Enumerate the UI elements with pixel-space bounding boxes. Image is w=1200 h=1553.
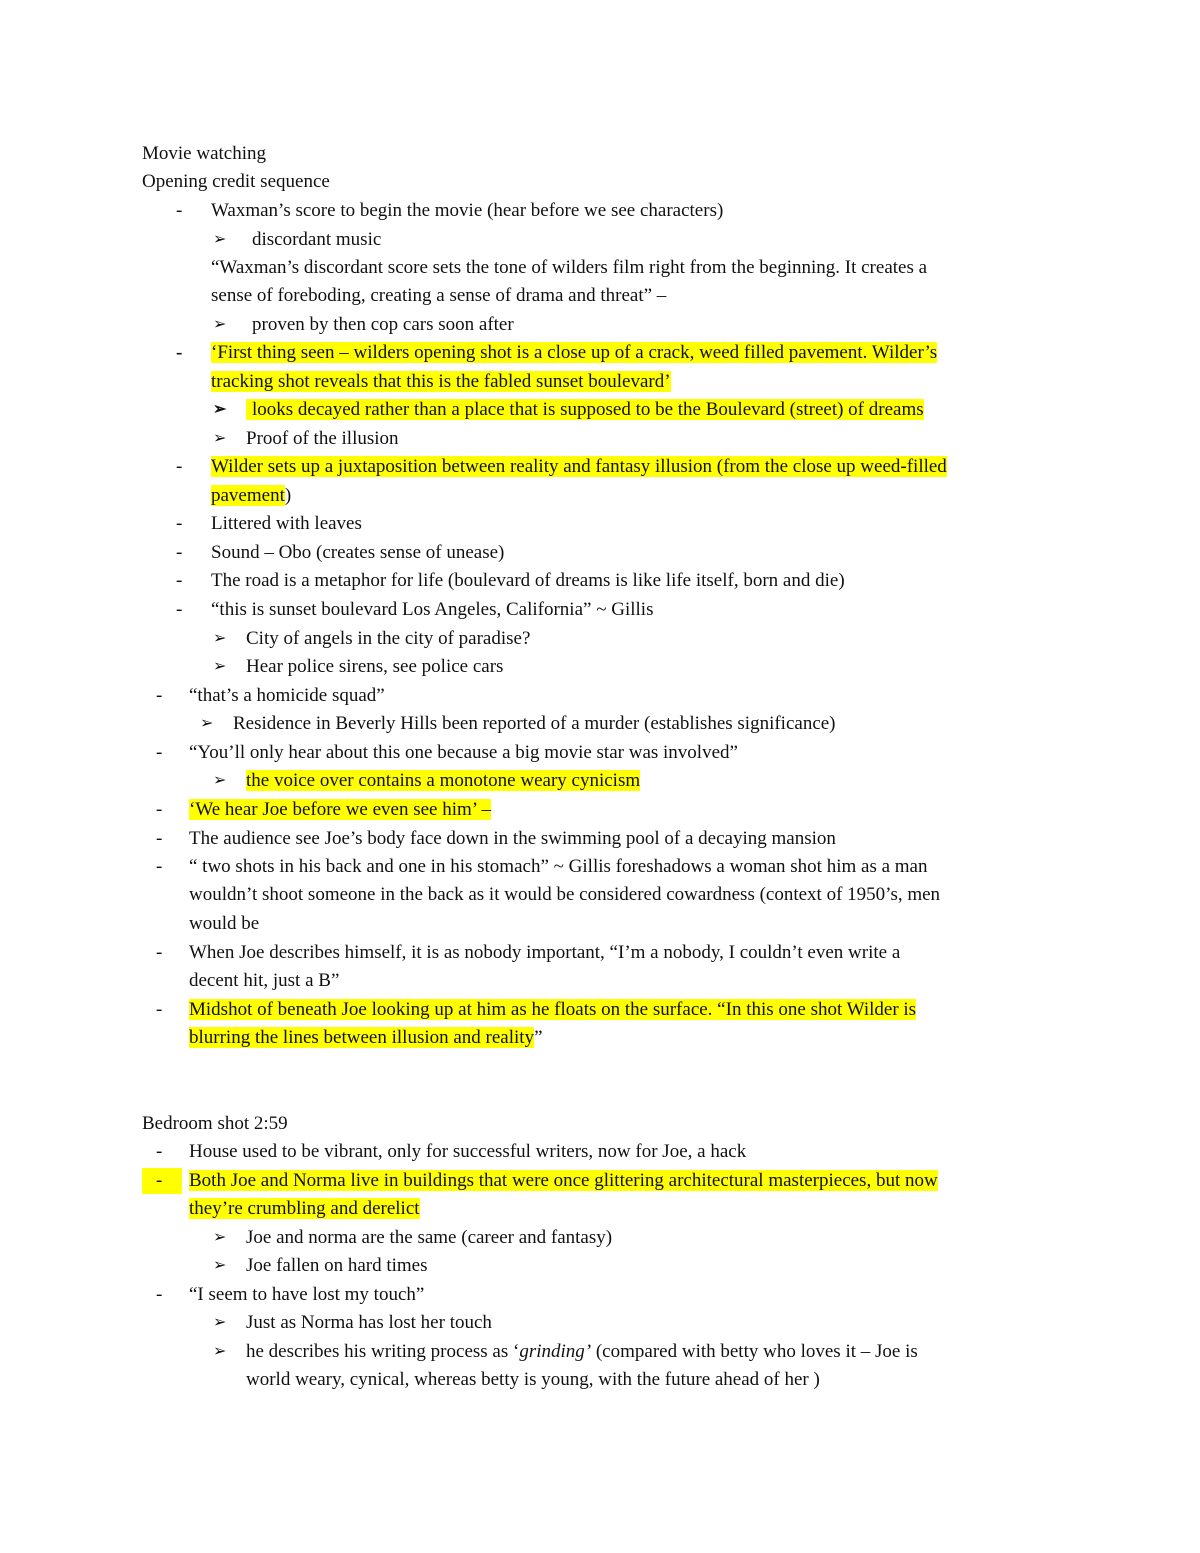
highlighted-text: ‘First thing seen – wilders opening shot is a close up of a crack, weed filled pavement. Wilder’s xyxy=(211,342,938,363)
bullet-dash: - xyxy=(156,942,163,963)
highlighted-text: tracking shot reveals that this is the fabled sunset boulevard’ xyxy=(211,371,671,392)
arrow-bullet-icon: ➢ xyxy=(213,1314,227,1331)
list-item: “I seem to have lost my touch” xyxy=(189,1284,425,1305)
list-subitem: Joe and norma are the same (career and fantasy) xyxy=(246,1227,613,1248)
bullet-dash: - xyxy=(156,1284,163,1305)
list-subitem-highlighted xyxy=(246,397,924,423)
arrow-bullet-icon: ➢ xyxy=(213,430,227,447)
text-tail: ) xyxy=(284,485,292,506)
highlighted-text: Wilder sets up a juxtaposition between reality and fantasy illusion (from the close up weed-filled xyxy=(211,456,947,477)
bullet-dash: - xyxy=(176,570,183,591)
list-subitem: Proof of the illusion xyxy=(246,428,399,449)
bullet-dash: - xyxy=(156,799,163,820)
highlighted-text: Both Joe and Norma live in buildings that were once glittering architectural masterpieces, but now xyxy=(189,1170,938,1191)
list-item-highlighted xyxy=(189,797,491,823)
arrow-bullet-icon: ➢ xyxy=(213,231,227,248)
list-subitem: Just as Norma has lost her touch xyxy=(246,1312,492,1333)
list-subitem: Residence in Beverly Hills been reported of a murder (establishes significance) xyxy=(233,713,836,734)
list-subitem: discordant music xyxy=(252,229,382,250)
list-item-highlighted xyxy=(211,369,671,395)
highlighted-text: looks decayed rather than a place that is supposed to be the Boulevard (street) of dreams xyxy=(246,399,924,420)
text-segment: he describes his writing process as ‘ xyxy=(246,1341,520,1362)
arrow-bullet-icon: ➢ xyxy=(213,1343,227,1360)
bullet-dash: - xyxy=(156,999,163,1020)
list-item: The road is a metaphor for life (boulevard of dreams is like life itself, born and die) xyxy=(211,570,845,591)
list-item: House used to be vibrant, only for successful writers, now for Joe, a hack xyxy=(189,1141,747,1162)
doc-heading-bedroom-shot: Bedroom shot 2:59 xyxy=(142,1113,288,1134)
list-item-highlighted xyxy=(211,340,937,366)
list-item-highlighted xyxy=(211,483,291,509)
list-item: When Joe describes himself, it is as nobody important, “I’m a nobody, I couldn’t even write a xyxy=(189,942,901,963)
highlighted-text: blurring the lines between illusion and reality xyxy=(189,1027,535,1048)
list-item-continued: would be xyxy=(189,913,260,934)
text-tail: ” xyxy=(534,1027,543,1048)
text-segment: (compared with betty who loves it – Joe is xyxy=(591,1341,918,1362)
list-subitem-continued: world weary, cynical, whereas betty is young, with the future ahead of her ) xyxy=(246,1369,820,1390)
list-item-highlighted xyxy=(189,997,916,1023)
list-subitem: City of angels in the city of paradise? xyxy=(246,628,531,649)
bullet-dash: - xyxy=(156,1141,163,1162)
list-item: “that’s a homicide squad” xyxy=(189,685,385,706)
italic-text: grinding’ xyxy=(519,1341,592,1362)
bullet-dash: - xyxy=(156,685,163,706)
bullet-dash: - xyxy=(156,1170,163,1191)
bullet-dash: - xyxy=(156,742,163,763)
bullet-dash: - xyxy=(176,342,183,363)
arrow-bullet-icon: ➢ xyxy=(213,630,227,647)
list-subitem: Joe fallen on hard times xyxy=(246,1255,428,1276)
arrow-bullet-icon: ➢ xyxy=(213,316,227,333)
list-item-continued: decent hit, just a B” xyxy=(189,970,340,991)
list-item: Waxman’s score to begin the movie (hear before we see characters) xyxy=(211,200,724,221)
list-subitem: proven by then cop cars soon after xyxy=(252,314,514,335)
list-subitem-highlighted xyxy=(246,768,640,794)
list-subitem xyxy=(246,1339,918,1365)
arrow-bullet-icon: ➢ xyxy=(200,715,214,732)
list-item-highlighted xyxy=(189,1196,420,1222)
quote-line: “Waxman’s discordant score sets the tone of wilders film right from the beginning. It creates a xyxy=(211,257,928,278)
quote-line: sense of foreboding, creating a sense of drama and threat” – xyxy=(211,285,667,306)
arrow-bullet-icon: ➢ xyxy=(213,1257,227,1274)
bullet-dash: - xyxy=(176,513,183,534)
list-item: The audience see Joe’s body face down in the swimming pool of a decaying mansion xyxy=(189,828,836,849)
list-item: Sound – Obo (creates sense of unease) xyxy=(211,542,505,563)
highlighted-text: Midshot of beneath Joe looking up at him as he floats on the surface. “In this one shot Wilder is xyxy=(189,999,917,1020)
bullet-dash: - xyxy=(156,828,163,849)
doc-heading-movie-watching: Movie watching xyxy=(142,143,267,164)
list-item: “You’ll only hear about this one because a big movie star was involved” xyxy=(189,742,738,763)
highlighted-text: the voice over contains a monotone weary cynicism xyxy=(246,770,641,791)
list-subitem: Hear police sirens, see police cars xyxy=(246,656,504,677)
list-item: “ two shots in his back and one in his stomach” ~ Gillis foreshadows a woman shot him as a man xyxy=(189,856,928,877)
arrow-bullet-icon: ➢ xyxy=(213,772,227,789)
bullet-dash: - xyxy=(176,599,183,620)
list-item: “this is sunset boulevard Los Angeles, California” ~ Gillis xyxy=(211,599,654,620)
arrow-bullet-icon: ➢ xyxy=(213,1229,227,1246)
list-item-highlighted xyxy=(211,454,947,480)
highlighted-text: ‘We hear Joe before we even see him’ – xyxy=(189,799,491,820)
list-item-highlighted xyxy=(189,1168,938,1194)
arrow-bullet-icon: ➢ xyxy=(213,658,227,675)
bullet-dash: - xyxy=(176,456,183,477)
list-item: Littered with leaves xyxy=(211,513,362,534)
highlighted-text: pavement xyxy=(211,485,285,506)
list-item-continued: wouldn’t shoot someone in the back as it would be considered cowardness (context of 1950’s, men xyxy=(189,884,941,905)
list-item-highlighted xyxy=(189,1025,543,1051)
bullet-dash: - xyxy=(176,542,183,563)
doc-heading-opening-credit: Opening credit sequence xyxy=(142,171,330,192)
bullet-dash: - xyxy=(156,856,163,877)
bullet-dash: - xyxy=(176,200,183,221)
highlighted-text: they’re crumbling and derelict xyxy=(189,1198,420,1219)
arrow-bullet-icon: ➢ xyxy=(213,401,227,418)
